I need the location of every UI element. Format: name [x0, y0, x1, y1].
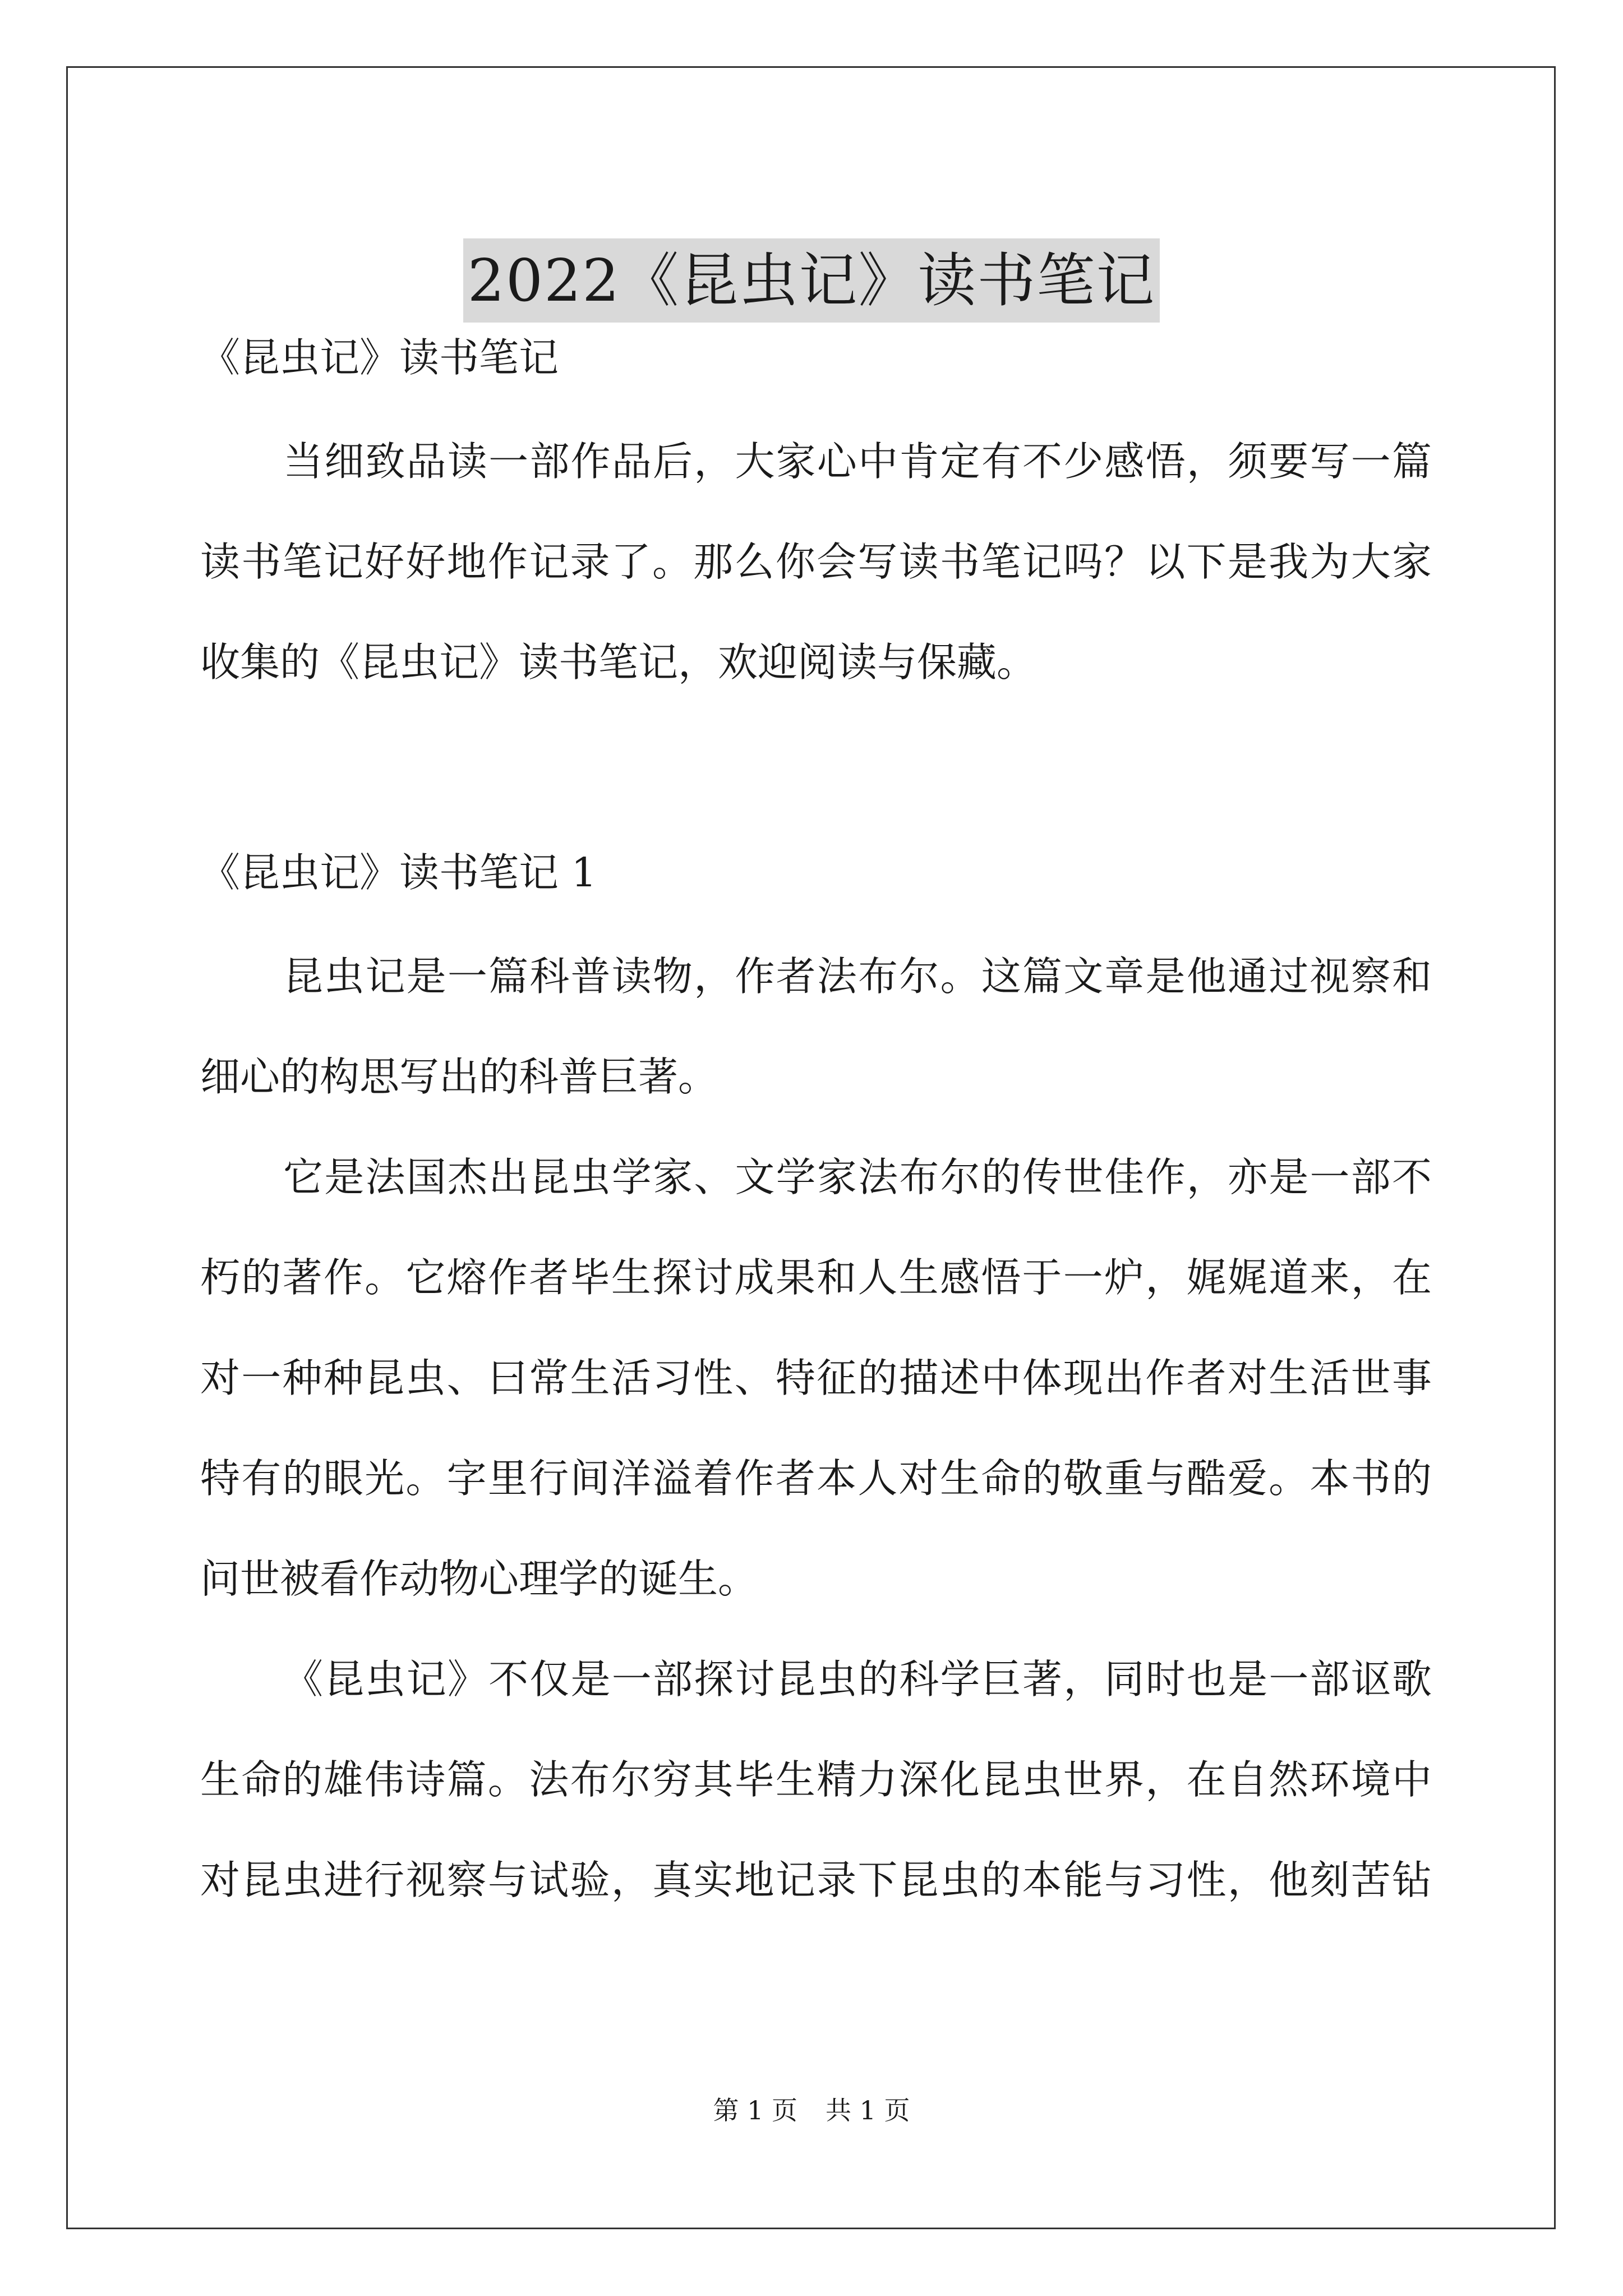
paragraph2-line: 问世被看作动物心理学的诞生。	[200, 1556, 758, 1602]
paragraph2-line: 朽的著作。它熔作者毕生探讨成果和人生感悟于一炉，娓娓道来，在	[200, 1254, 1432, 1301]
page-footer	[0, 2093, 1623, 2127]
paragraph3-line: 对昆虫进行视察与试验，真实地记录下昆虫的本能与习性，他刻苦钻	[200, 1857, 1432, 1903]
document-title: 2022《昆虫记》读书笔记	[463, 238, 1160, 323]
paragraph2-line: 对一种种昆虫、曰常生活习性、特征的描述中体现出作者对生活世事	[200, 1355, 1432, 1401]
section-heading: 《昆虫记》读书笔记 1	[200, 849, 597, 896]
document-body	[200, 334, 1432, 1903]
page-number: 第 1 页	[713, 2095, 797, 2125]
paragraph3-line: 生命的雄伟诗篇。法布尔穷其毕生精力深化昆虫世界，在自然环境中	[200, 1756, 1432, 1803]
paragraph2-line: 特有的眼光。字里行间洋溢着作者本人对生命的敬重与酷爱。本书的	[200, 1455, 1432, 1502]
page-total: 共 1 页	[826, 2095, 910, 2125]
intro-heading: 《昆虫记》读书笔记	[200, 334, 559, 381]
paragraph1-line: 细心的构思写出的科普巨著。	[200, 1053, 718, 1100]
paragraph1-line: 昆虫记是一篇科普读物，作者法布尔。这篇文章是他通过视察和	[283, 953, 1432, 1000]
intro-line: 当细致品读一部作品后，大家心中肯定有不少感悟，须要写一篇	[283, 438, 1432, 485]
intro-line: 读书笔记好好地作记录了。那么你会写读书笔记吗？以下是我为大家	[200, 539, 1432, 585]
intro-line: 收集的《昆虫记》读书笔记，欢迎阅读与保藏。	[200, 639, 1037, 685]
paragraph2-line: 它是法国杰出昆虫学家、文学家法布尔的传世佳作，亦是一部不	[283, 1154, 1432, 1200]
paragraph3-line: 《昆虫记》不仅是一部探讨昆虫的科学巨著，同时也是一部讴歌	[283, 1656, 1432, 1703]
